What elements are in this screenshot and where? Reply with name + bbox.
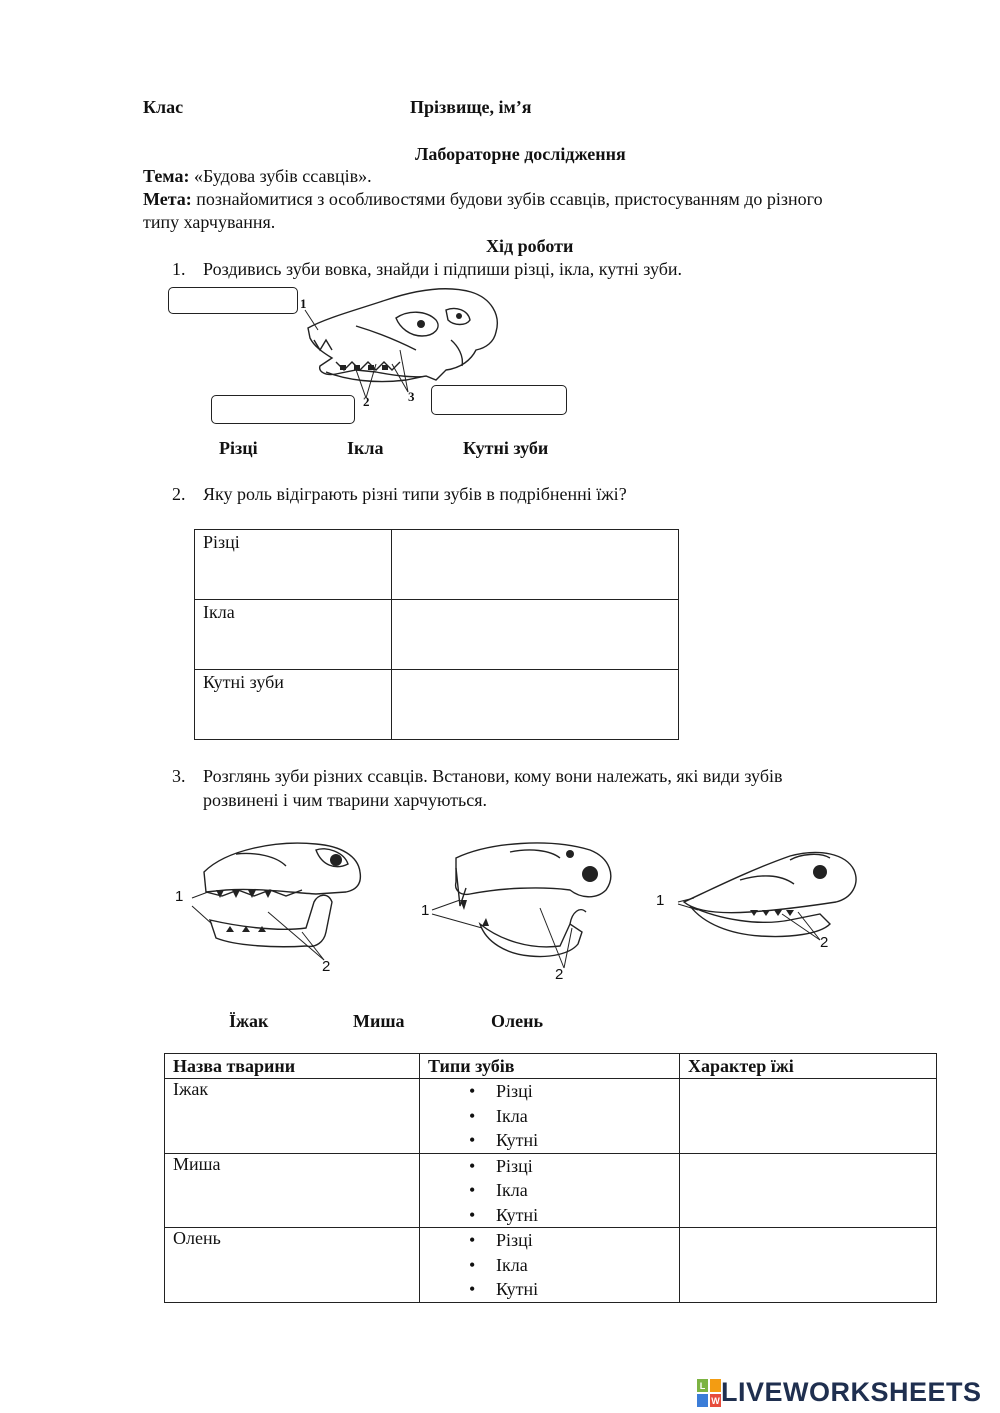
- mouse-callout-1: 1: [421, 902, 430, 919]
- page-title: Лабораторне дослідження: [415, 144, 626, 164]
- task1-text: Роздивись зуби вовка, знайди і підпиши різці, ікла, кутні зуби.: [203, 259, 683, 279]
- task1-number: 1.: [172, 259, 186, 279]
- wolf-callout-2: 2: [363, 394, 370, 409]
- table-row: [165, 1079, 937, 1154]
- animal-name-cell: Миша: [165, 1153, 420, 1228]
- teeth-list: [428, 1079, 671, 1153]
- row-label-molars: Кутні зуби: [195, 670, 392, 740]
- food-answer-cell[interactable]: [680, 1153, 937, 1228]
- liveworksheets-brand: LIVEWORKSHEETS: [721, 1377, 982, 1407]
- teeth-option-incisors[interactable]: • Різці: [496, 1079, 671, 1104]
- topic-line: [143, 165, 372, 187]
- teeth-option-molars[interactable]: • Кутні: [496, 1203, 671, 1228]
- hedgehog-callout-1: 1: [175, 888, 184, 905]
- topic-label: Тема:: [143, 166, 190, 186]
- table-row: [195, 670, 679, 740]
- wolf-callout-3: 3: [408, 389, 415, 404]
- animal-name-cell: Іжак: [165, 1079, 420, 1154]
- animal-name-cell: Олень: [165, 1228, 420, 1303]
- teeth-list: [428, 1228, 671, 1302]
- deer-callout-2: 2: [820, 934, 829, 951]
- hedgehog-callout-2: 2: [322, 958, 331, 975]
- teeth-option-incisors[interactable]: • Різці: [496, 1154, 671, 1179]
- deer-skull-image: [670, 840, 865, 950]
- animal-label-mouse: Миша: [353, 1011, 405, 1031]
- table-row: [195, 600, 679, 670]
- animal-label-hedgehog: Їжак: [229, 1011, 269, 1031]
- task3-number: 3.: [172, 766, 186, 786]
- name-label: Прізвище, ім’я: [410, 97, 532, 117]
- row-label-canines: Ікла: [195, 600, 392, 670]
- mouse-skull-image: [420, 828, 620, 978]
- header-animal-name: Назва тварини: [165, 1054, 420, 1079]
- word-bank-incisors: Різці: [219, 438, 258, 458]
- table-row: [195, 530, 679, 600]
- wolf-callout-1: 1: [300, 296, 307, 311]
- food-answer-cell[interactable]: [680, 1228, 937, 1303]
- goal-line: [143, 188, 823, 210]
- teeth-option-incisors[interactable]: • Різці: [496, 1228, 671, 1253]
- animal-teeth-table: [164, 1053, 937, 1303]
- goal-text: познайомитися з особливостями будови зубів ссавців, пристосуванням до різного: [191, 189, 823, 209]
- answer-cell-incisors[interactable]: [392, 530, 679, 600]
- badge-letter-w: W: [711, 1395, 720, 1406]
- teeth-list-cell: [420, 1079, 680, 1154]
- table-header-row: [165, 1054, 937, 1079]
- goal-line-2: типу харчування.: [143, 212, 276, 232]
- table-row: [165, 1153, 937, 1228]
- table-row: [165, 1228, 937, 1303]
- badge-letter-l: L: [699, 1380, 706, 1391]
- mouse-callout-2: 2: [555, 966, 564, 983]
- wolf-skull-image: [296, 280, 506, 410]
- hedgehog-skull-image: [176, 832, 366, 980]
- teeth-option-canines[interactable]: • Ікла: [496, 1104, 671, 1129]
- word-bank-molars: Кутні зуби: [463, 438, 549, 458]
- task1-answer-box-1[interactable]: [168, 287, 298, 314]
- food-answer-cell[interactable]: [680, 1079, 937, 1154]
- header-food-type: Характер їжі: [680, 1054, 937, 1079]
- task2-text: Яку роль відіграють різні типи зубів в подрібненні їжі?: [203, 484, 627, 504]
- teeth-option-molars[interactable]: • Кутні: [496, 1128, 671, 1153]
- deer-callout-1: 1: [656, 892, 665, 909]
- teeth-list-cell: [420, 1153, 680, 1228]
- teeth-option-canines[interactable]: • Ікла: [496, 1253, 671, 1278]
- animal-label-deer: Олень: [491, 1011, 543, 1031]
- row-label-incisors: Різці: [195, 530, 392, 600]
- liveworksheets-logo: [697, 1377, 982, 1408]
- answer-cell-canines[interactable]: [392, 600, 679, 670]
- liveworksheets-badge-icon: [697, 1379, 721, 1407]
- goal-label: Мета:: [143, 189, 192, 209]
- teeth-option-canines[interactable]: • Ікла: [496, 1178, 671, 1203]
- teeth-list-cell: [420, 1228, 680, 1303]
- word-bank-canines: Ікла: [347, 438, 384, 458]
- answer-cell-molars[interactable]: [392, 670, 679, 740]
- topic-text: «Будова зубів ссавців».: [189, 166, 372, 186]
- task3-text-2: розвинені і чим тварини харчуються.: [203, 790, 488, 810]
- task3-text: Розглянь зуби різних ссавців. Встанови, кому вони належать, які види зубів: [203, 766, 783, 786]
- procedure-heading: Хід роботи: [486, 236, 574, 256]
- teeth-role-table: [194, 529, 679, 740]
- task2-number: 2.: [172, 484, 186, 504]
- class-label: Клас: [143, 97, 184, 117]
- teeth-option-molars[interactable]: • Кутні: [496, 1277, 671, 1302]
- teeth-list: [428, 1154, 671, 1228]
- header-teeth-types: Типи зубів: [420, 1054, 680, 1079]
